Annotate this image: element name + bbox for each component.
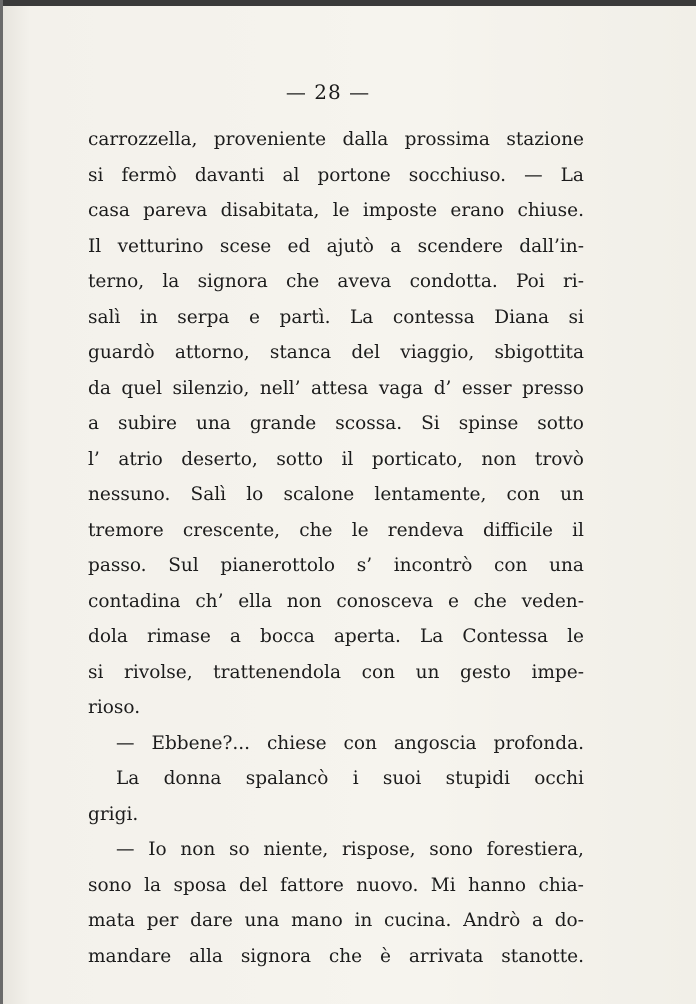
text-line [88, 406, 584, 442]
word: carrozzella, [88, 129, 198, 150]
word: disabitata, [220, 200, 320, 221]
word: terno, [88, 271, 145, 292]
word: ajutò [326, 235, 374, 257]
word: chiuse. [517, 200, 584, 221]
word: forestiera, [486, 839, 584, 860]
word: rimase [147, 626, 211, 647]
word: con [343, 732, 377, 754]
word: crescente, [182, 519, 281, 541]
word: una [244, 910, 280, 931]
text-line [88, 371, 584, 407]
word: il [572, 519, 584, 541]
word: rivolse, [124, 661, 193, 683]
word: silenzio, [172, 377, 250, 399]
text-line [88, 300, 584, 336]
word: conosceva [336, 590, 434, 612]
word: viaggio, [400, 342, 475, 363]
word: La [116, 768, 140, 789]
word: niente, [263, 839, 329, 860]
word: socchiuso. [408, 164, 507, 186]
word: i [352, 768, 359, 789]
word: Si [421, 413, 440, 434]
word: stazione [506, 129, 584, 150]
word: La [419, 626, 444, 647]
word: contadina [88, 590, 181, 612]
word: sposa [173, 874, 227, 896]
word: quel [121, 377, 162, 399]
word: nuovo. [356, 874, 419, 896]
word: a [531, 910, 543, 931]
word: — [116, 732, 135, 754]
word: esser [461, 377, 512, 399]
word: in [139, 306, 158, 328]
word: nell’ [259, 377, 301, 399]
word: erano [450, 200, 505, 221]
word: le [332, 200, 350, 221]
word: prossima [404, 129, 490, 150]
text-line [88, 655, 584, 691]
word: rioso. [88, 697, 141, 718]
word: per [146, 910, 179, 931]
word: grande [249, 413, 317, 434]
word: signora [240, 945, 311, 967]
word: ch’ [195, 590, 224, 612]
word: gesto [460, 661, 511, 683]
word: vaga [378, 377, 424, 399]
word: Contessa [462, 626, 548, 647]
word: è [379, 945, 391, 967]
word: con [361, 661, 396, 683]
word: che [299, 519, 333, 541]
word: l’ [88, 448, 100, 470]
text-line [88, 158, 584, 194]
text-line [88, 832, 584, 868]
word: deserto, [181, 448, 258, 470]
word: trovò [534, 448, 584, 470]
word: chiese [266, 732, 327, 754]
word: aveva [337, 271, 392, 292]
word: sono [429, 839, 473, 860]
word: condotta. [409, 271, 498, 292]
word: grigi. [88, 803, 139, 825]
word: aperta. [333, 626, 401, 647]
word: Il [88, 235, 102, 257]
text-line [88, 868, 584, 904]
word: profonda. [493, 732, 584, 754]
word: Diana [494, 306, 549, 328]
word: spinse [458, 413, 519, 434]
word: che [285, 271, 320, 292]
word: sotto [276, 448, 323, 470]
text-line [88, 939, 584, 975]
text-line [88, 619, 584, 655]
word: pareva [143, 200, 208, 221]
text-line [88, 229, 584, 265]
word: ed [287, 235, 311, 257]
word: signora [197, 271, 268, 292]
page-top-edge [0, 0, 696, 6]
word: difficile [482, 519, 553, 541]
word: lentamente, [374, 484, 487, 505]
word: Poi [515, 271, 545, 292]
word: portone [317, 164, 391, 186]
word: attorno, [174, 342, 250, 363]
word: guardò [88, 342, 155, 363]
word: Io [148, 839, 167, 860]
word: che [328, 945, 363, 967]
word: sbigottita [494, 342, 584, 363]
text-line [88, 761, 584, 797]
word: scalone [283, 484, 355, 505]
word: un [560, 484, 584, 505]
word: hanno [468, 874, 527, 896]
word: in [354, 910, 373, 931]
word: so [228, 839, 250, 860]
word: e [249, 306, 260, 328]
word: cucina. [384, 910, 452, 931]
word: — [524, 164, 543, 186]
word: la [144, 874, 162, 896]
word: presso [522, 377, 584, 399]
text-line [88, 335, 584, 371]
text-line [88, 548, 584, 584]
word: davanti [194, 164, 265, 186]
word: sono [88, 874, 132, 896]
word: le [351, 519, 369, 541]
word: e [447, 590, 459, 612]
text-line [88, 726, 584, 762]
word: impe- [531, 661, 584, 683]
word: salì [88, 306, 121, 328]
word: atrio [118, 448, 163, 470]
word: si [568, 306, 584, 328]
text-line [88, 690, 584, 726]
word: d’ [433, 377, 452, 399]
word: dola [88, 626, 128, 647]
word: — [116, 839, 135, 860]
word: con [506, 484, 540, 505]
word: Mi [430, 874, 456, 896]
word: casa [88, 200, 130, 221]
word: fattore [280, 874, 344, 896]
text-line [88, 513, 584, 549]
word: sotto [537, 413, 584, 434]
word: partì. [279, 306, 331, 328]
word: lo [246, 484, 264, 505]
word: veden- [521, 590, 584, 612]
word: a [88, 413, 100, 434]
word: imposte [362, 200, 438, 221]
word: scese [219, 235, 272, 257]
word: tremore [88, 519, 164, 541]
word: scossa. [335, 413, 403, 434]
text-line [88, 903, 584, 939]
word: La [350, 306, 374, 328]
word: al [282, 164, 300, 186]
word: la [162, 271, 180, 292]
word: subire [118, 413, 177, 434]
word: dalla [342, 129, 389, 150]
word: chia- [538, 874, 584, 896]
word: ri- [562, 271, 584, 292]
word: Sul [168, 555, 199, 576]
word: attesa [310, 377, 369, 399]
word: da [88, 377, 111, 399]
word: a [390, 235, 402, 257]
word: bocca [260, 626, 315, 647]
word: donna [163, 768, 222, 789]
word: mano [291, 910, 343, 931]
word: mata [88, 910, 136, 931]
text-line [88, 193, 584, 229]
word: porticato, [371, 448, 463, 470]
word: do- [554, 910, 584, 931]
page-number: — 28 — [285, 80, 371, 104]
word: spalancò [245, 768, 329, 789]
word: si [88, 164, 104, 186]
text-line [88, 442, 584, 478]
word: dare [190, 910, 233, 931]
word: che [473, 590, 507, 612]
word: si [88, 661, 104, 683]
text-line [88, 477, 584, 513]
word: proveniente [213, 129, 327, 150]
word: Andrò [463, 910, 521, 931]
word: con [494, 555, 528, 576]
word: serpa [177, 306, 230, 328]
word: rispose, [341, 839, 416, 860]
word: rendeva [387, 519, 464, 541]
word: alla [189, 945, 223, 967]
word: pianerottolo [220, 555, 336, 576]
word: il [341, 448, 354, 470]
word: stupidi [445, 768, 510, 789]
page-left-edge [0, 0, 3, 1004]
word: a [229, 626, 241, 647]
word: ella [238, 590, 273, 612]
word: vetturino [117, 235, 204, 257]
word: non [286, 590, 322, 612]
word: angoscia [393, 732, 477, 754]
word: incontrò [393, 555, 473, 576]
word: un [415, 661, 440, 683]
word: Ebbene?... [151, 732, 250, 754]
word: le [567, 626, 584, 647]
word: suoi [382, 768, 422, 789]
word: non [481, 448, 517, 470]
body-text [88, 122, 584, 974]
word: una [549, 555, 584, 576]
word: fermò [121, 164, 177, 186]
word: dall’in- [519, 235, 584, 257]
word: occhi [534, 768, 584, 789]
word: stanotte. [501, 945, 584, 967]
word: del [238, 874, 268, 896]
word: passo. [88, 555, 147, 576]
word: scendere [417, 235, 503, 257]
word: mandare [88, 945, 172, 967]
word: stanca [269, 342, 332, 363]
text-line [88, 584, 584, 620]
word: La [560, 164, 584, 186]
word: trattenendola [213, 661, 342, 683]
word: non [180, 839, 216, 860]
word: s’ [356, 555, 373, 576]
word: contessa [392, 306, 475, 328]
word: una [195, 413, 231, 434]
word: arrivata [408, 945, 484, 967]
text-line [88, 264, 584, 300]
text-line [88, 122, 584, 158]
word: Salì [190, 484, 227, 505]
text-line [88, 797, 584, 833]
word: del [351, 342, 381, 363]
word: nessuno. [88, 484, 171, 505]
